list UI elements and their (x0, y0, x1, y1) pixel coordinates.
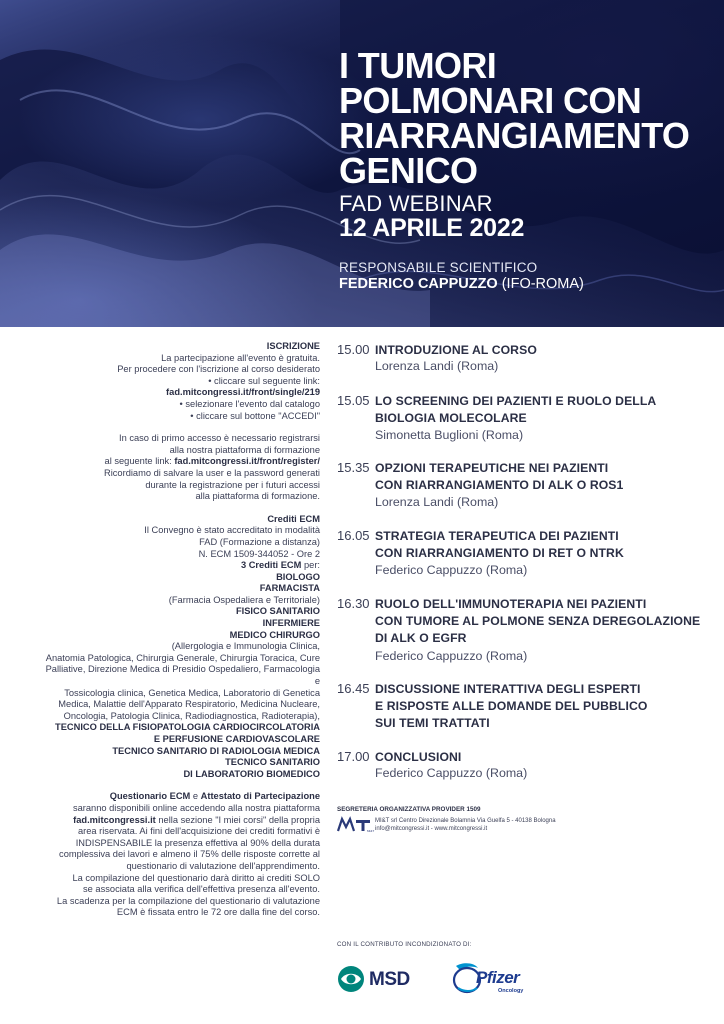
segreteria-address: MI&T srl Centro Direzionale Bolamnia Via Guelfa 5 - 40138 Bologna (375, 818, 556, 824)
topic-line: LO SCREENING DEI PAZIENTI E RUOLO DELLA (375, 394, 657, 408)
responsabile-name (339, 276, 584, 292)
session-time: 16.45 (337, 681, 370, 696)
info-line: saranno disponibili online accedendo alla nostra piattaforma (72, 802, 320, 813)
info-line: alla nostra piattaforma di formazione (169, 444, 320, 455)
profession: INFERMIERE (262, 618, 320, 629)
profession: TECNICO SANITARIO (225, 757, 320, 768)
iscrizione-link[interactable]: fad.mitcongressi.it/front/single/219 (166, 387, 320, 398)
segreteria-block (337, 806, 717, 833)
session-time: 15.35 (337, 460, 370, 475)
session-speaker: Federico Cappuzzo (Roma) (375, 649, 528, 663)
profession: BIOLOGO (276, 571, 320, 582)
profession: TECNICO DELLA FISIOPATOLOGIA CARDIOCIRCOLATORIA (55, 722, 320, 733)
info-line: La partecipazione all'evento è gratuita. (161, 352, 320, 363)
event-date: 12 APRILE 2022 (339, 214, 525, 242)
info-line: Medica, Malattie dell'Apparato Respiratorio, Medicina Nucleare, (58, 699, 320, 710)
info-line: Palliative, Direzione Medica di Presidio Ospedaliero, Farmacologia e (45, 664, 320, 687)
sponsor-label: CON IL CONTRIBUTO INCONDIZIONATO DI: (337, 941, 472, 948)
info-line: ECM è fissata entro le 72 ore dalla fine del corso. (116, 907, 320, 918)
profession: FISICO SANITARIO (235, 606, 320, 617)
header-banner (0, 0, 724, 327)
info-line: FAD (Formazione a distanza) (199, 536, 320, 547)
questionario-heading (40, 791, 320, 803)
session-topic (375, 460, 707, 494)
ecm-credits-suffix: per: (301, 560, 320, 571)
profession: DI LABORATORIO BIOMEDICO (183, 768, 320, 779)
title-line: I TUMORI (339, 45, 497, 86)
topic-line: E RISPOSTE ALLE DOMANDE DEL PUBBLICO (375, 699, 648, 713)
topic-line: CON RIARRANGIAMENTO DI ALK O ROS1 (375, 478, 624, 492)
mit-logo (337, 817, 375, 833)
info-column (40, 341, 320, 919)
info-line: (Farmacia Ospedaliera e Territoriale) (168, 594, 320, 605)
segreteria-contacts[interactable]: info@mitcongressi.it - www.mitcongressi.it (375, 826, 488, 832)
msd-mark-icon (336, 964, 366, 994)
iscrizione-heading: ISCRIZIONE (266, 341, 320, 351)
info-line: area riservata. Ai fini dell'acquisizione dei crediti formativi è (77, 826, 320, 837)
title-line: GENICO (339, 150, 478, 191)
topic-line: OPZIONI TERAPEUTICHE NEI PAZIENTI (375, 461, 609, 475)
topic-line: STRATEGIA TERAPEUTICA DEI PAZIENTI (375, 529, 619, 543)
info-line: N. ECM 1509-344052 - Ore 2 (198, 548, 320, 559)
profession: E PERFUSIONE CARDIOVASCOLARE (153, 734, 320, 744)
info-line: questionario di valutazione dell'apprendimento. (126, 860, 320, 871)
info-line: Il Convegno è stato accreditato in modalità (144, 525, 320, 536)
info-line (40, 456, 320, 468)
session-topic (375, 596, 707, 647)
pfizer-text: Pfizer (476, 968, 520, 987)
topic-line: CONCLUSIONI (375, 750, 462, 764)
questionario-heading-b2: Attestato di Partecipazione (200, 791, 320, 802)
profession: MEDICO CHIRURGO (229, 629, 320, 640)
topic-line: RUOLO DELL'IMMUNOTERAPIA NEI PAZIENTI (375, 597, 647, 611)
info-line: alla piattaforma di formazione. (195, 491, 320, 502)
profession: TECNICO SANITARIO DI RADIOLOGIA MEDICA (112, 745, 320, 756)
info-line: complessiva dei lavori e almeno il 75% delle risposte corrette al (59, 849, 320, 860)
info-line: La compilazione del questionario darà diritto ai crediti SOLO (72, 872, 320, 883)
ecm-credits: 3 Crediti ECM (240, 560, 302, 571)
mit-logo-text: MI&T (367, 829, 375, 833)
info-line: • selezionare l'evento dal catalogo (179, 398, 320, 409)
session-topic (375, 681, 707, 732)
info-line: In caso di primo accesso è necessario registrarsi (119, 433, 320, 444)
questionario-link[interactable]: fad.mitcongressi.it (73, 814, 156, 825)
info-line: • cliccare sul bottone "ACCEDI" (190, 410, 320, 421)
info-line (40, 815, 320, 827)
ecm-heading: Crediti ECM (267, 513, 320, 524)
session-topic (375, 528, 707, 562)
session-time: 17.00 (337, 749, 370, 764)
topic-line: CON RIARRANGIAMENTO DI RET O NTRK (375, 546, 624, 560)
topic-line: DISCUSSIONE INTERATTIVA DEGLI ESPERTI (375, 682, 641, 696)
info-line: Oncologia, Patologia Clinica, Radiodiagnostica, Radioterapia), (63, 710, 320, 721)
responsabile-affiliation: (IFO-ROMA) (497, 276, 584, 292)
topic-line: SUI TEMI TRATTATI (375, 716, 490, 730)
profession: FARMACISTA (259, 583, 320, 594)
session-time: 15.00 (337, 342, 370, 357)
questionario-link-rest: nella sezione "I miei corsi" della propria (155, 814, 320, 825)
session-time: 16.05 (337, 528, 370, 543)
session-topic (375, 393, 707, 427)
topic-line: DI ALK O EGFR (375, 631, 467, 645)
info-line: Per procedere con l'iscrizione al corso desiderato (117, 364, 320, 375)
session-time: 16.30 (337, 596, 370, 611)
session-time: 15.05 (337, 393, 370, 408)
responsabile-label: RESPONSABILE SCIENTIFICO (339, 260, 538, 275)
topic-line: INTRODUZIONE AL CORSO (375, 343, 537, 357)
responsabile-name-bold: FEDERICO CAPPUZZO (339, 276, 498, 292)
register-link[interactable]: fad.mitcongressi.it/front/register/ (174, 456, 320, 467)
info-line: La scadenza per la compilazione del questionario di valutazione (56, 895, 320, 906)
event-subtitle: FAD WEBINAR (339, 191, 493, 216)
pfizer-logo (452, 962, 532, 998)
questionario-heading-mid: e (190, 791, 201, 802)
msd-logo (336, 964, 416, 994)
session-topic (375, 749, 707, 766)
register-prefix: al seguente link: (104, 456, 175, 467)
info-line (40, 560, 320, 572)
info-line: durante la registrazione per i futuri accessi (145, 479, 320, 490)
info-line: (Allergologia e Immunologia Clinica, (171, 641, 320, 652)
info-line: se associata alla verifica dell'effettiva presenza all'evento. (83, 884, 320, 895)
session-speaker: Federico Cappuzzo (Roma) (375, 766, 528, 780)
pfizer-oncology-text: Oncology (498, 988, 524, 994)
info-line: Ricordiamo di salvare la user e la password generati (104, 467, 320, 478)
questionario-heading-b1: Questionario ECM (109, 791, 191, 802)
session-speaker: Federico Cappuzzo (Roma) (375, 563, 528, 577)
session-speaker: Simonetta Buglioni (Roma) (375, 428, 524, 442)
session-speaker: Lorenza Landi (Roma) (375, 495, 499, 509)
topic-line: BIOLOGIA MOLECOLARE (375, 411, 527, 425)
info-line: • cliccare sul seguente link: (208, 375, 320, 386)
info-line: Anatomia Patologica, Chirurgia Generale, Chirurgia Toracica, Cure (45, 652, 320, 663)
event-title (339, 45, 719, 191)
title-line: RIARRANGIAMENTO (339, 115, 690, 156)
session-topic (375, 342, 707, 359)
topic-line: CON TUMORE AL POLMONE SENZA DEREGOLAZIONE (375, 614, 701, 628)
info-line: INDISPENSABILE la presenza effettiva al 90% della durata (75, 837, 320, 848)
session-speaker: Lorenza Landi (Roma) (375, 359, 499, 373)
segreteria-info (375, 817, 715, 833)
segreteria-heading: SEGRETERIA ORGANIZZATIVA PROVIDER 1509 (337, 806, 481, 813)
info-line: Tossicologia clinica, Genetica Medica, Laboratorio di Genetica (64, 687, 320, 698)
msd-text: MSD (369, 969, 410, 990)
title-line: POLMONARI CON (339, 80, 642, 121)
